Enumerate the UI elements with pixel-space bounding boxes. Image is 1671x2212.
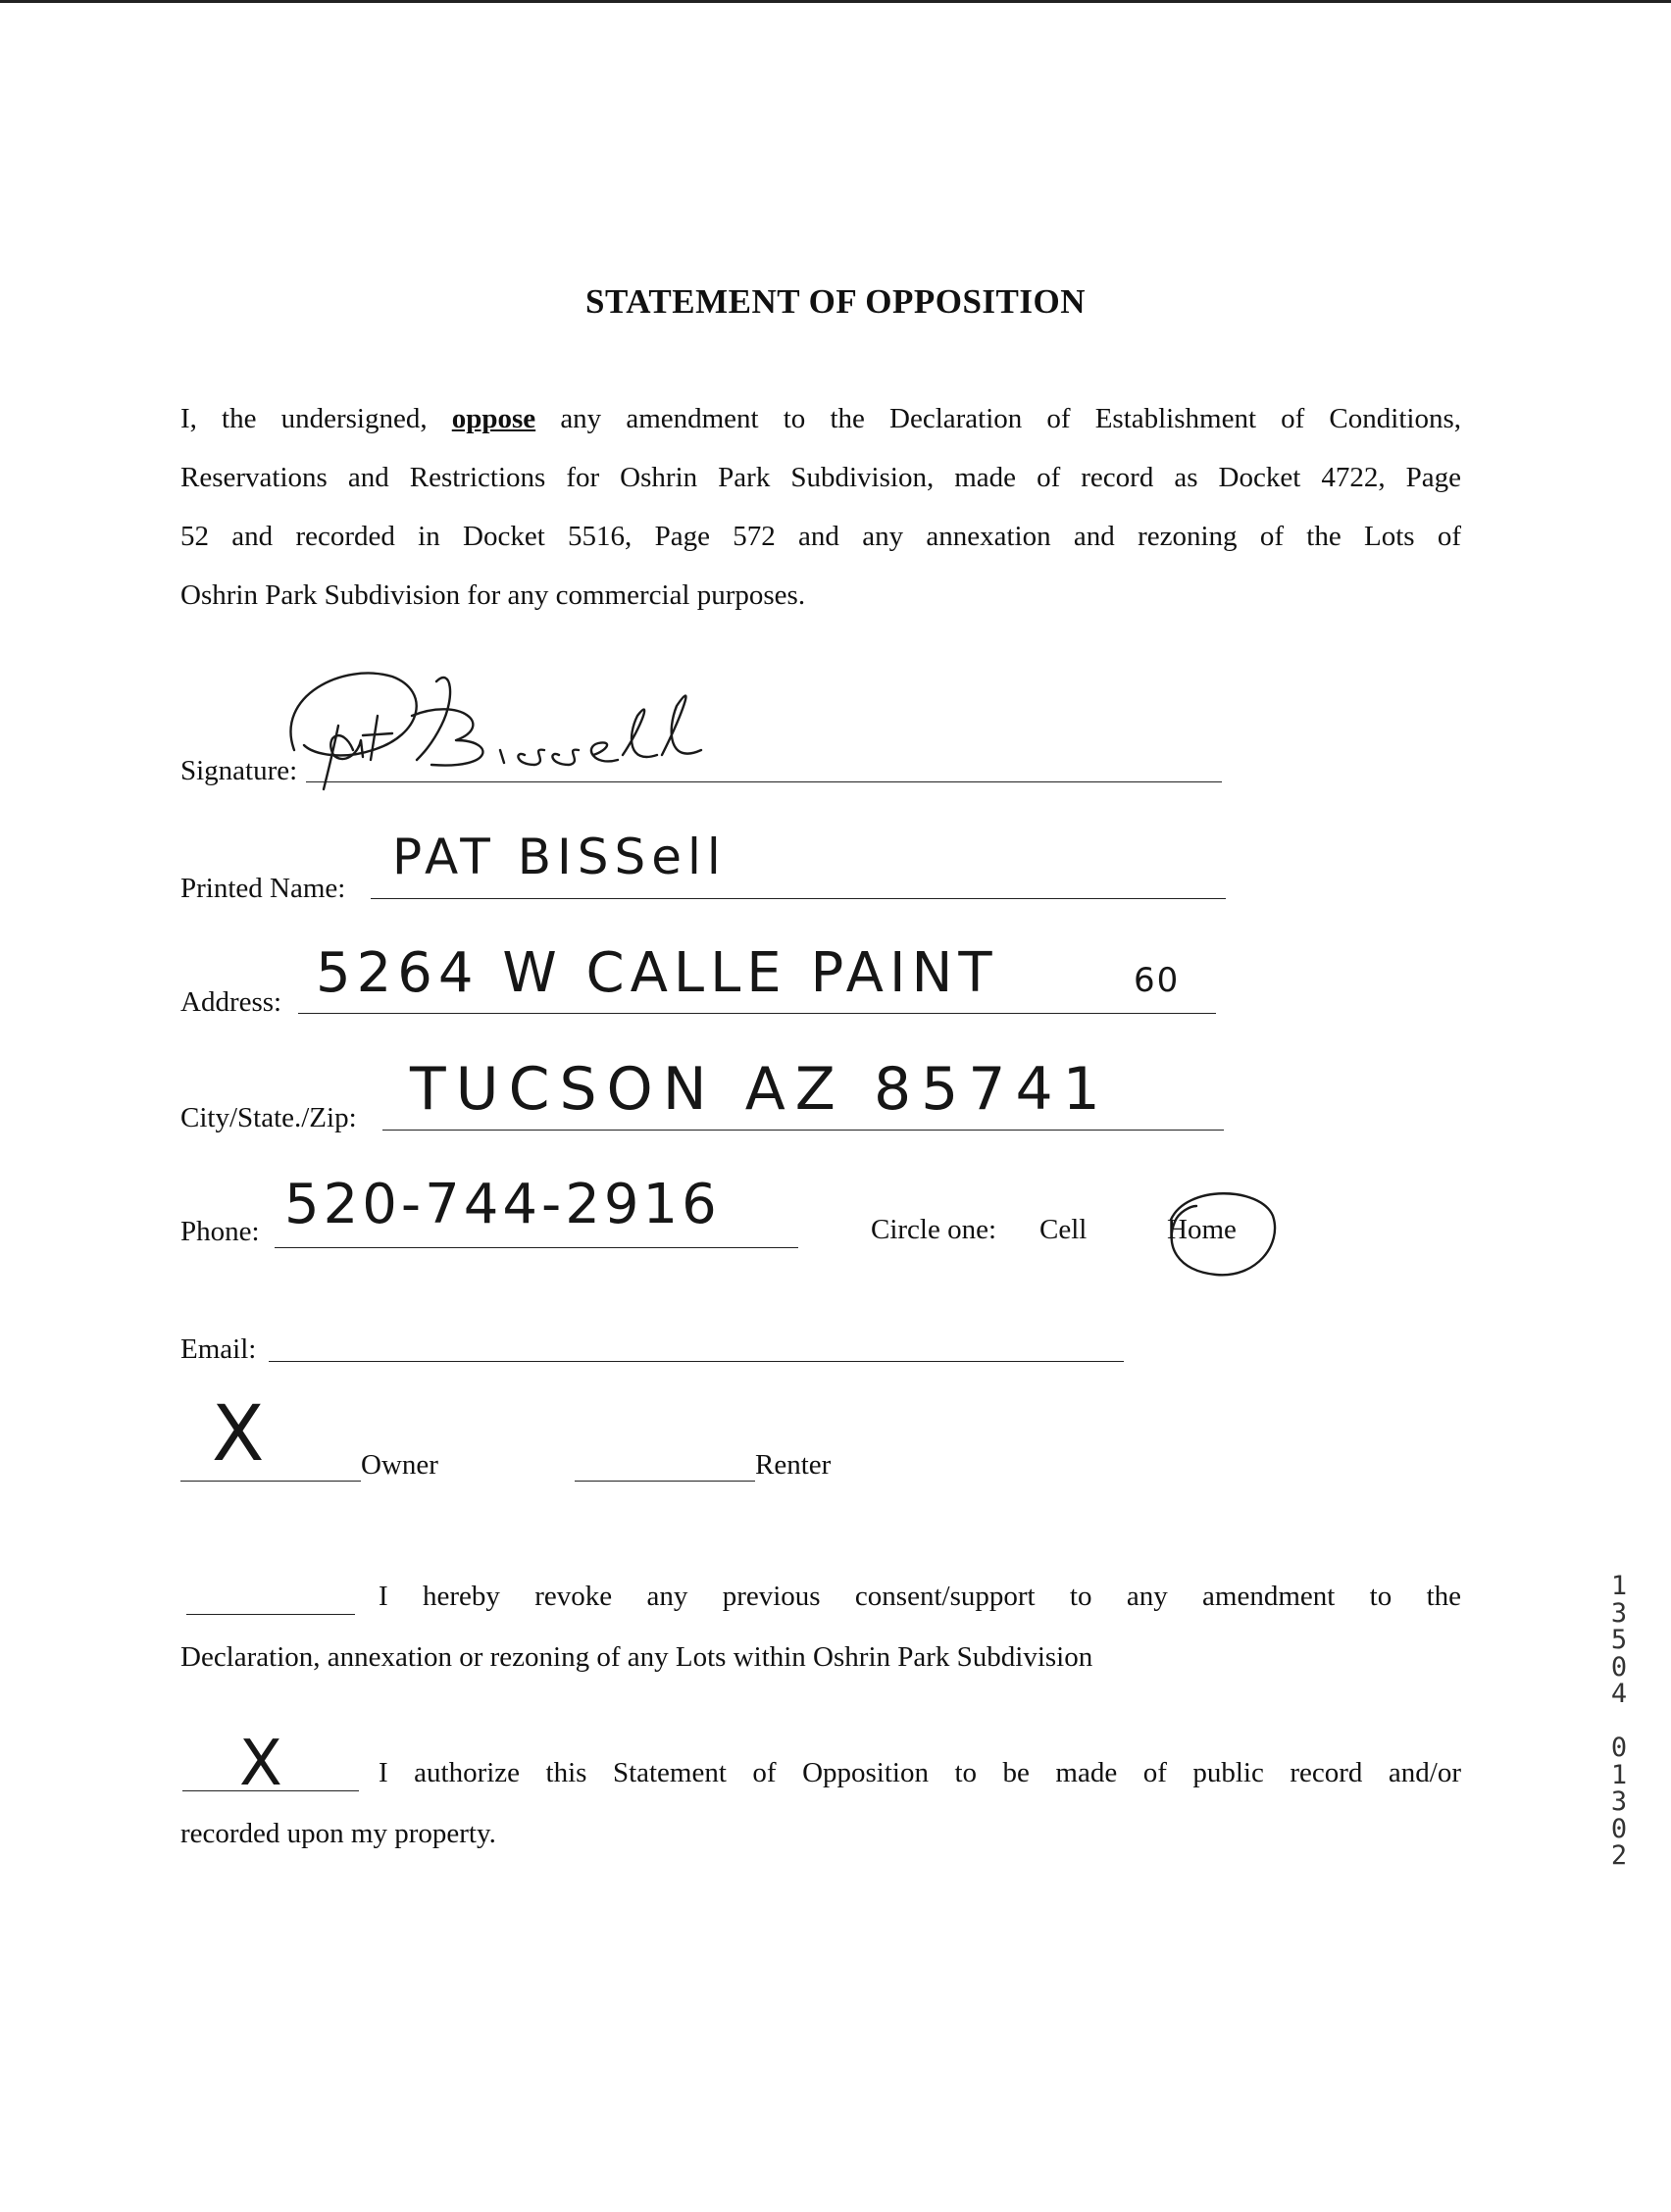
signature-image [284,657,794,804]
city-state-zip-line [382,1130,1224,1131]
signature-label: Signature: [180,755,298,786]
oppose-emphasis: oppose [451,403,536,434]
authorize-text-line-1: I authorize this Statement of Opposition to be made of public record and/or [379,1757,1461,1788]
city-state-zip-value: TUCSON AZ 85741 [410,1055,1110,1124]
authorize-mark: X [239,1728,282,1800]
printed-name-label: Printed Name: [180,873,346,904]
email-line [269,1361,1124,1362]
circle-one-label: Circle one: [871,1214,997,1245]
phone-line [275,1247,798,1248]
scan-top-border [0,0,1671,3]
owner-mark: X [212,1390,265,1479]
phone-value: 520-744-2916 [284,1173,721,1236]
paragraph-line-4: Oshrin Park Subdivision for any commercial purposes. [180,579,806,611]
paragraph-line-2: Reservations and Restrictions for Oshrin Park Subdivision, made of record as Docket 4722, Page [180,462,1461,493]
address-value: 5264 W CALLE PAINT [316,941,998,1005]
cell-option: Cell [1039,1214,1088,1245]
paragraph-prefix: I, the undersigned, [180,403,428,434]
home-circle-mark [1157,1177,1285,1284]
renter-line [575,1481,755,1482]
printed-name-line [371,898,1226,899]
opposition-paragraph [180,389,1461,625]
revoke-line [186,1614,355,1615]
authorize-text-line-2: recorded upon my property. [180,1818,496,1849]
document-title: STATEMENT OF OPPOSITION [584,282,1086,321]
email-label: Email: [180,1333,257,1365]
phone-label: Phone: [180,1216,260,1247]
address-extra-value: 60 [1134,961,1181,1000]
address-line [298,1013,1216,1014]
paragraph-line-1 [180,389,1461,448]
home-option: Home [1167,1214,1237,1245]
paragraph-line-3: 52 and recorded in Docket 5516, Page 572 and any annexation and rezoning of the Lots of [180,521,1461,552]
owner-label: Owner [361,1449,438,1481]
revoke-text-line-1: I hereby revoke any previous consent/support to any amendment to the [379,1581,1461,1612]
revoke-text-line-2: Declaration, annexation or rezoning of any Lots within Oshrin Park Subdivision [180,1641,1093,1673]
renter-label: Renter [755,1449,832,1481]
side-stamp-number: 1 3 5 0 4 0 1 3 0 2 [1610,1571,1628,1871]
printed-name-value: PAT BISSell [392,829,727,885]
city-state-zip-label: City/State./Zip: [180,1102,357,1133]
address-label: Address: [180,986,282,1018]
paragraph-line-1-rest: any amendment to the Declaration of Establishment of Conditions, [560,403,1461,434]
owner-line [180,1481,361,1482]
